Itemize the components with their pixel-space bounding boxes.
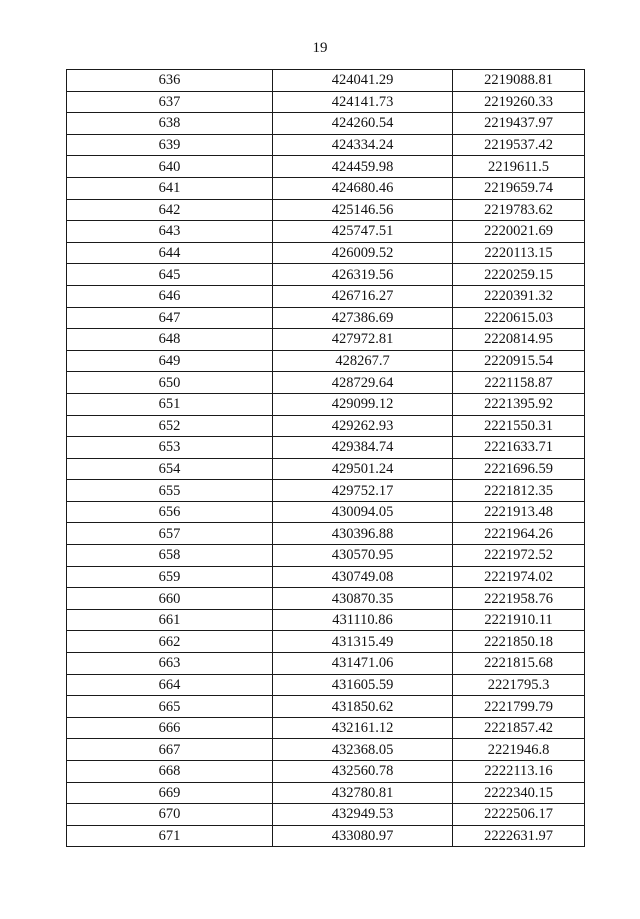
y-coordinate-cell: 2221974.02 [453, 566, 585, 588]
point-number-cell: 659 [67, 566, 273, 588]
y-coordinate-cell: 2222340.15 [453, 782, 585, 804]
table-row [67, 285, 585, 307]
point-number-cell: 655 [67, 480, 273, 502]
x-coordinate-cell: 424459.98 [273, 156, 453, 178]
point-number-cell: 658 [67, 545, 273, 567]
table-row [67, 609, 585, 631]
point-number-cell: 650 [67, 372, 273, 394]
x-coordinate-cell: 424141.73 [273, 91, 453, 113]
point-number-cell: 649 [67, 350, 273, 372]
x-coordinate-cell: 430870.35 [273, 588, 453, 610]
y-coordinate-cell: 2220113.15 [453, 242, 585, 264]
y-coordinate-cell: 2221958.76 [453, 588, 585, 610]
x-coordinate-cell: 426009.52 [273, 242, 453, 264]
x-coordinate-cell: 424260.54 [273, 113, 453, 135]
table-row [67, 717, 585, 739]
point-number-cell: 639 [67, 134, 273, 156]
x-coordinate-cell: 429099.12 [273, 393, 453, 415]
point-number-cell: 640 [67, 156, 273, 178]
point-number-cell: 637 [67, 91, 273, 113]
x-coordinate-cell: 429752.17 [273, 480, 453, 502]
point-number-cell: 646 [67, 285, 273, 307]
y-coordinate-cell: 2221964.26 [453, 523, 585, 545]
y-coordinate-cell: 2220259.15 [453, 264, 585, 286]
table-row [67, 631, 585, 653]
x-coordinate-cell: 424041.29 [273, 70, 453, 92]
y-coordinate-cell: 2219537.42 [453, 134, 585, 156]
x-coordinate-cell: 431315.49 [273, 631, 453, 653]
point-number-cell: 671 [67, 825, 273, 847]
table-row [67, 199, 585, 221]
x-coordinate-cell: 432780.81 [273, 782, 453, 804]
table-row [67, 221, 585, 243]
table-row [67, 458, 585, 480]
table-row [67, 588, 585, 610]
y-coordinate-cell: 2221857.42 [453, 717, 585, 739]
point-number-cell: 654 [67, 458, 273, 480]
point-number-cell: 643 [67, 221, 273, 243]
point-number-cell: 666 [67, 717, 273, 739]
table-row [67, 480, 585, 502]
table-row [67, 674, 585, 696]
x-coordinate-cell: 427386.69 [273, 307, 453, 329]
coordinate-table-body [67, 70, 585, 847]
y-coordinate-cell: 2221550.31 [453, 415, 585, 437]
x-coordinate-cell: 427972.81 [273, 329, 453, 351]
point-number-cell: 660 [67, 588, 273, 610]
point-number-cell: 644 [67, 242, 273, 264]
point-number-cell: 652 [67, 415, 273, 437]
x-coordinate-cell: 429262.93 [273, 415, 453, 437]
y-coordinate-cell: 2219783.62 [453, 199, 585, 221]
x-coordinate-cell: 429501.24 [273, 458, 453, 480]
table-row [67, 134, 585, 156]
point-number-cell: 662 [67, 631, 273, 653]
table-row [67, 545, 585, 567]
x-coordinate-cell: 430396.88 [273, 523, 453, 545]
x-coordinate-cell: 431471.06 [273, 653, 453, 675]
page-number: 19 [312, 40, 328, 56]
table-row [67, 177, 585, 199]
x-coordinate-cell: 431110.86 [273, 609, 453, 631]
table-row [67, 825, 585, 847]
y-coordinate-cell: 2220615.03 [453, 307, 585, 329]
x-coordinate-cell: 432560.78 [273, 761, 453, 783]
table-row [67, 415, 585, 437]
x-coordinate-cell: 424334.24 [273, 134, 453, 156]
table-row [67, 501, 585, 523]
x-coordinate-cell: 425146.56 [273, 199, 453, 221]
x-coordinate-cell: 430749.08 [273, 566, 453, 588]
x-coordinate-cell: 432161.12 [273, 717, 453, 739]
table-row [67, 566, 585, 588]
x-coordinate-cell: 426716.27 [273, 285, 453, 307]
y-coordinate-cell: 2219088.81 [453, 70, 585, 92]
table-row [67, 393, 585, 415]
table-row [67, 782, 585, 804]
point-number-cell: 656 [67, 501, 273, 523]
point-number-cell: 636 [67, 70, 273, 92]
point-number-cell: 651 [67, 393, 273, 415]
y-coordinate-cell: 2222506.17 [453, 804, 585, 826]
x-coordinate-cell: 431850.62 [273, 696, 453, 718]
table-row [67, 113, 585, 135]
x-coordinate-cell: 428267.7 [273, 350, 453, 372]
table-row [67, 350, 585, 372]
y-coordinate-cell: 2220814.95 [453, 329, 585, 351]
point-number-cell: 664 [67, 674, 273, 696]
table-row [67, 264, 585, 286]
table-row [67, 696, 585, 718]
table-row [67, 242, 585, 264]
point-number-cell: 663 [67, 653, 273, 675]
y-coordinate-cell: 2219659.74 [453, 177, 585, 199]
y-coordinate-cell: 2219260.33 [453, 91, 585, 113]
y-coordinate-cell: 2221696.59 [453, 458, 585, 480]
x-coordinate-cell: 426319.56 [273, 264, 453, 286]
table-row [67, 653, 585, 675]
table-row [67, 91, 585, 113]
point-number-cell: 641 [67, 177, 273, 199]
x-coordinate-cell: 432949.53 [273, 804, 453, 826]
y-coordinate-cell: 2220021.69 [453, 221, 585, 243]
y-coordinate-cell: 2221850.18 [453, 631, 585, 653]
point-number-cell: 667 [67, 739, 273, 761]
x-coordinate-cell: 424680.46 [273, 177, 453, 199]
point-number-cell: 638 [67, 113, 273, 135]
point-number-cell: 648 [67, 329, 273, 351]
y-coordinate-cell: 2221972.52 [453, 545, 585, 567]
y-coordinate-cell: 2220391.32 [453, 285, 585, 307]
coordinate-table [66, 69, 585, 847]
y-coordinate-cell: 2221815.68 [453, 653, 585, 675]
table-row [67, 739, 585, 761]
y-coordinate-cell: 2221799.79 [453, 696, 585, 718]
x-coordinate-cell: 433080.97 [273, 825, 453, 847]
y-coordinate-cell: 2221946.8 [453, 739, 585, 761]
y-coordinate-cell: 2221795.3 [453, 674, 585, 696]
x-coordinate-cell: 425747.51 [273, 221, 453, 243]
x-coordinate-cell: 430570.95 [273, 545, 453, 567]
point-number-cell: 653 [67, 437, 273, 459]
point-number-cell: 647 [67, 307, 273, 329]
x-coordinate-cell: 431605.59 [273, 674, 453, 696]
y-coordinate-cell: 2219437.97 [453, 113, 585, 135]
table-row [67, 523, 585, 545]
point-number-cell: 670 [67, 804, 273, 826]
point-number-cell: 669 [67, 782, 273, 804]
y-coordinate-cell: 2222631.97 [453, 825, 585, 847]
table-row [67, 761, 585, 783]
point-number-cell: 665 [67, 696, 273, 718]
point-number-cell: 657 [67, 523, 273, 545]
y-coordinate-cell: 2221812.35 [453, 480, 585, 502]
y-coordinate-cell: 2222113.16 [453, 761, 585, 783]
y-coordinate-cell: 2221913.48 [453, 501, 585, 523]
point-number-cell: 645 [67, 264, 273, 286]
table-row [67, 156, 585, 178]
y-coordinate-cell: 2219611.5 [453, 156, 585, 178]
point-number-cell: 668 [67, 761, 273, 783]
y-coordinate-cell: 2221395.92 [453, 393, 585, 415]
x-coordinate-cell: 428729.64 [273, 372, 453, 394]
table-row [67, 804, 585, 826]
table-row [67, 307, 585, 329]
table-row [67, 329, 585, 351]
table-row [67, 437, 585, 459]
x-coordinate-cell: 432368.05 [273, 739, 453, 761]
point-number-cell: 661 [67, 609, 273, 631]
x-coordinate-cell: 429384.74 [273, 437, 453, 459]
x-coordinate-cell: 430094.05 [273, 501, 453, 523]
point-number-cell: 642 [67, 199, 273, 221]
y-coordinate-cell: 2221910.11 [453, 609, 585, 631]
y-coordinate-cell: 2221158.87 [453, 372, 585, 394]
table-row [67, 70, 585, 92]
table-row [67, 372, 585, 394]
y-coordinate-cell: 2221633.71 [453, 437, 585, 459]
y-coordinate-cell: 2220915.54 [453, 350, 585, 372]
